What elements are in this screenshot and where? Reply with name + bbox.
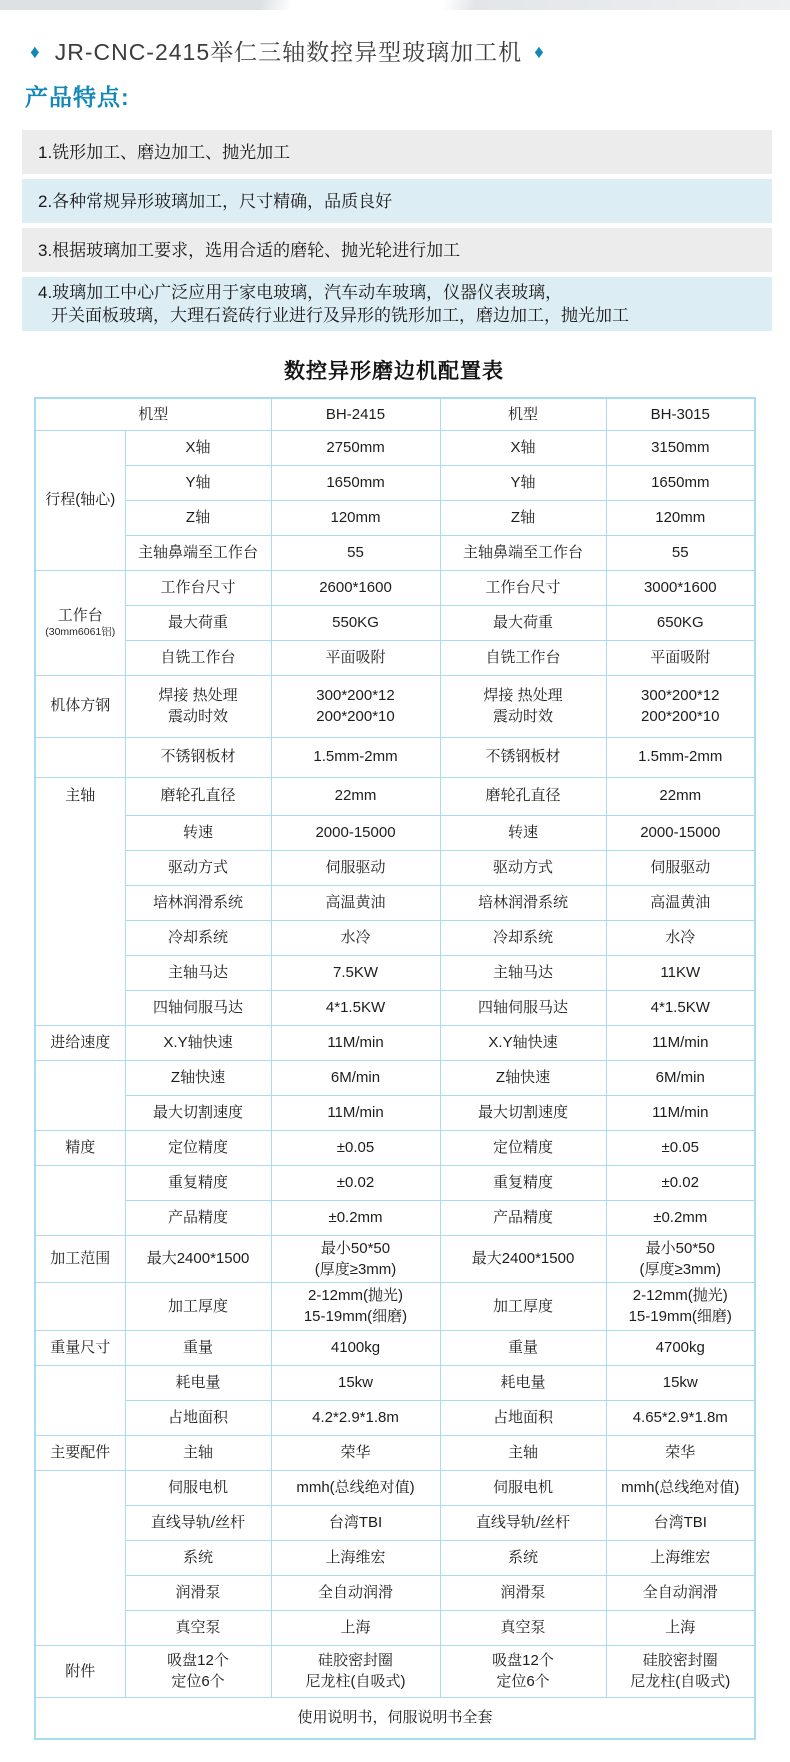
spec-name-cell: 转速: [440, 815, 606, 850]
group-label-cell: [35, 1470, 125, 1645]
spec-value-cell-model1: 荣华: [271, 1435, 440, 1470]
spec-value-cell-model1: ±0.2mm: [271, 1200, 440, 1235]
header-model-2: BH-3015: [606, 398, 755, 430]
spec-name-cell: 伺服电机: [125, 1470, 271, 1505]
spec-name-cell: 最大荷重: [440, 605, 606, 640]
spec-value-cell-model2: 高温黄油: [606, 885, 755, 920]
spec-value-cell-model2: ±0.2mm: [606, 1200, 755, 1235]
spec-name-cell: 主轴马达: [440, 955, 606, 990]
spec-value-cell-model2: 55: [606, 535, 755, 570]
spec-name-cell: 重复精度: [125, 1165, 271, 1200]
spec-name-cell: Z轴快速: [440, 1060, 606, 1095]
feature-list: [0, 130, 790, 331]
spec-value-cell-model1: 伺服驱动: [271, 850, 440, 885]
spec-name-cell: 最大2400*1500: [125, 1235, 271, 1283]
spec-value-cell-model1: ±0.05: [271, 1130, 440, 1165]
spec-value-cell-model1: 6M/min: [271, 1060, 440, 1095]
spec-name-cell: Z轴: [125, 500, 271, 535]
spec-value-cell-model2: 11M/min: [606, 1025, 755, 1060]
spec-value-cell-model1: 11M/min: [271, 1025, 440, 1060]
spec-value-cell-model2: 荣华: [606, 1435, 755, 1470]
spec-value-cell-model2: 上海维宏: [606, 1540, 755, 1575]
spec-name-cell: 主轴鼻端至工作台: [440, 535, 606, 570]
page-title-text: JR-CNC-2415举仁三轴数控异型玻璃加工机: [54, 39, 523, 65]
spec-name-cell: X.Y轴快速: [440, 1025, 606, 1060]
spec-value-cell-model2: 3150mm: [606, 430, 755, 465]
group-label-cell: [35, 737, 125, 777]
spec-value-cell-model2: 6M/min: [606, 1060, 755, 1095]
spec-value-cell-model1: 上海维宏: [271, 1540, 440, 1575]
header-model-1: BH-2415: [271, 398, 440, 430]
spec-name-cell: 定位精度: [125, 1130, 271, 1165]
spec-name-cell: 最大切割速度: [125, 1095, 271, 1130]
spec-value-cell-model1: 上海: [271, 1610, 440, 1645]
spec-value-cell-model1: 300*200*12 200*200*10: [271, 675, 440, 737]
feature-item-4: 4.玻璃加工中心广泛应用于家电玻璃，汽车动车玻璃，仪器仪表玻璃， 开关面板玻璃，大理石瓷砖行业进行及异形的铣形加工，磨边加工，抛光加工: [22, 277, 772, 331]
spec-value-cell-model2: 4.65*2.9*1.8m: [606, 1400, 755, 1435]
spec-name-cell: 系统: [440, 1540, 606, 1575]
group-label-cell: 进给速度: [35, 1025, 125, 1060]
page-content: [0, 10, 790, 1762]
table-title: 数控异形磨边机配置表: [284, 360, 504, 383]
spec-value-cell-model2: 1.5mm-2mm: [606, 737, 755, 777]
spec-table: [34, 397, 756, 1740]
spec-name-cell: 冷却系统: [125, 920, 271, 955]
group-label-cell: [35, 1060, 125, 1130]
diamond-icon-right: ♦: [534, 42, 545, 63]
spec-name-cell: 最大切割速度: [440, 1095, 606, 1130]
spec-name-cell: 产品精度: [125, 1200, 271, 1235]
spec-name-cell: 最大2400*1500: [440, 1235, 606, 1283]
spec-name-cell: 主轴鼻端至工作台: [125, 535, 271, 570]
spec-name-cell: 占地面积: [125, 1400, 271, 1435]
spec-value-cell-model1: 550KG: [271, 605, 440, 640]
feature-item-3: 3.根据玻璃加工要求，选用合适的磨轮、抛光轮进行加工: [22, 228, 772, 272]
spec-value-cell-model2: ±0.05: [606, 1130, 755, 1165]
spec-name-cell: 加工厚度: [125, 1283, 271, 1331]
spec-value-cell-model1: 4.2*2.9*1.8m: [271, 1400, 440, 1435]
spec-name-cell: Y轴: [125, 465, 271, 500]
spec-value-cell-model1: 台湾TBI: [271, 1505, 440, 1540]
spec-name-cell: X轴: [125, 430, 271, 465]
spec-name-cell: Z轴: [440, 500, 606, 535]
spec-value-cell-model1: 最小50*50 (厚度≥3mm): [271, 1235, 440, 1283]
spec-value-cell-model1: 120mm: [271, 500, 440, 535]
group-label-cell: [35, 1165, 125, 1235]
spec-name-cell: 驱动方式: [125, 850, 271, 885]
spec-name-cell: 重复精度: [440, 1165, 606, 1200]
spec-name-cell: Z轴快速: [125, 1060, 271, 1095]
spec-value-cell-model1: 硅胶密封圈 尼龙柱(自吸式): [271, 1645, 440, 1697]
group-label-cell: 重量尺寸: [35, 1330, 125, 1365]
spec-value-cell-model1: 11M/min: [271, 1095, 440, 1130]
group-label-cell: 主轴: [35, 777, 125, 1025]
spec-value-cell-model2: 650KG: [606, 605, 755, 640]
spec-name-cell: 真空泵: [125, 1610, 271, 1645]
feature-item-2: 2.各种常规异形玻璃加工，尺寸精确，品质良好: [22, 179, 772, 223]
spec-value-cell-model1: 2750mm: [271, 430, 440, 465]
spec-name-cell: 不锈钢板材: [440, 737, 606, 777]
spec-name-cell: 培林润滑系统: [125, 885, 271, 920]
spec-name-cell: 耗电量: [125, 1365, 271, 1400]
spec-name-cell: 磨轮孔直径: [125, 777, 271, 815]
spec-name-cell: 四轴伺服马达: [125, 990, 271, 1025]
spec-value-cell-model2: 台湾TBI: [606, 1505, 755, 1540]
spec-value-cell-model1: 水冷: [271, 920, 440, 955]
header-model-label-1: 机型: [35, 398, 271, 430]
spec-value-cell-model1: 4100kg: [271, 1330, 440, 1365]
spec-name-cell: 转速: [125, 815, 271, 850]
spec-name-cell: 定位精度: [440, 1130, 606, 1165]
spec-value-cell-model2: 硅胶密封圈 尼龙柱(自吸式): [606, 1645, 755, 1697]
spec-name-cell: 伺服电机: [440, 1470, 606, 1505]
page-title: [30, 34, 790, 67]
spec-value-cell-model1: 2-12mm(抛光) 15-19mm(细磨): [271, 1283, 440, 1331]
spec-value-cell-model2: 最小50*50 (厚度≥3mm): [606, 1235, 755, 1283]
group-label-cell: [35, 1365, 125, 1435]
spec-value-cell-model2: 2000-15000: [606, 815, 755, 850]
spec-name-cell: 吸盘12个 定位6个: [440, 1645, 606, 1697]
spec-value-cell-model1: 全自动润滑: [271, 1575, 440, 1610]
spec-value-cell-model2: 11M/min: [606, 1095, 755, 1130]
spec-name-cell: 自铣工作台: [125, 640, 271, 675]
spec-value-cell-model1: 4*1.5KW: [271, 990, 440, 1025]
spec-name-cell: 培林润滑系统: [440, 885, 606, 920]
spec-value-cell-model2: 水冷: [606, 920, 755, 955]
spec-value-cell-model2: 4*1.5KW: [606, 990, 755, 1025]
spec-name-cell: 产品精度: [440, 1200, 606, 1235]
spec-name-cell: 磨轮孔直径: [440, 777, 606, 815]
group-label-cell: 行程(轴心): [35, 430, 125, 570]
group-label-cell: 精度: [35, 1130, 125, 1165]
group-label-cell: 附件: [35, 1645, 125, 1697]
spec-name-cell: 自铣工作台: [440, 640, 606, 675]
spec-value-cell-model2: 伺服驱动: [606, 850, 755, 885]
spec-value-cell-model1: 22mm: [271, 777, 440, 815]
spec-name-cell: 润滑泵: [125, 1575, 271, 1610]
spec-value-cell-model2: 4700kg: [606, 1330, 755, 1365]
spec-value-cell-model1: 15kw: [271, 1365, 440, 1400]
table-footer-cell: 使用说明书，伺服说明书全套: [35, 1697, 755, 1739]
diamond-icon-left: ♦: [30, 42, 41, 63]
spec-value-cell-model2: 15kw: [606, 1365, 755, 1400]
spec-name-cell: 冷却系统: [440, 920, 606, 955]
group-label-cell: 加工范围: [35, 1235, 125, 1283]
spec-value-cell-model1: ±0.02: [271, 1165, 440, 1200]
spec-name-cell: 最大荷重: [125, 605, 271, 640]
spec-value-cell-model1: 1650mm: [271, 465, 440, 500]
spec-name-cell: X.Y轴快速: [125, 1025, 271, 1060]
spec-name-cell: 重量: [440, 1330, 606, 1365]
spec-value-cell-model2: 2-12mm(抛光) 15-19mm(细磨): [606, 1283, 755, 1331]
spec-name-cell: 重量: [125, 1330, 271, 1365]
spec-name-cell: 耗电量: [440, 1365, 606, 1400]
spec-name-cell: 润滑泵: [440, 1575, 606, 1610]
feature-item-1: 1.铣形加工、磨边加工、抛光加工: [22, 130, 772, 174]
group-label-cell: 工作台 (30mm6061铝): [35, 570, 125, 675]
spec-value-cell-model1: 55: [271, 535, 440, 570]
spec-value-cell-model2: 上海: [606, 1610, 755, 1645]
spec-name-cell: 主轴: [125, 1435, 271, 1470]
bottom-spacer: [0, 1740, 790, 1762]
spec-value-cell-model2: mmh(总线绝对值): [606, 1470, 755, 1505]
spec-name-cell: 吸盘12个 定位6个: [125, 1645, 271, 1697]
spec-value-cell-model2: 3000*1600: [606, 570, 755, 605]
section-label: 产品特点:: [25, 84, 130, 110]
spec-name-cell: 工作台尺寸: [125, 570, 271, 605]
top-decor-strip: [0, 0, 790, 10]
spec-name-cell: 焊接 热处理 震动时效: [440, 675, 606, 737]
spec-name-cell: 主轴马达: [125, 955, 271, 990]
spec-name-cell: 直线导轨/丝杆: [440, 1505, 606, 1540]
spec-value-cell-model2: 11KW: [606, 955, 755, 990]
spec-value-cell-model2: 120mm: [606, 500, 755, 535]
spec-name-cell: 不锈钢板材: [125, 737, 271, 777]
header-model-label-2: 机型: [440, 398, 606, 430]
spec-value-cell-model2: 全自动润滑: [606, 1575, 755, 1610]
spec-name-cell: 系统: [125, 1540, 271, 1575]
spec-name-cell: 加工厚度: [440, 1283, 606, 1331]
group-label-cell: 主要配件: [35, 1435, 125, 1470]
spec-value-cell-model1: 高温黄油: [271, 885, 440, 920]
group-label-cell: [35, 1283, 125, 1331]
spec-name-cell: 驱动方式: [440, 850, 606, 885]
spec-value-cell-model1: 2000-15000: [271, 815, 440, 850]
spec-name-cell: 真空泵: [440, 1610, 606, 1645]
spec-value-cell-model2: 1650mm: [606, 465, 755, 500]
spec-value-cell-model1: 7.5KW: [271, 955, 440, 990]
spec-name-cell: 焊接 热处理 震动时效: [125, 675, 271, 737]
spec-value-cell-model1: 2600*1600: [271, 570, 440, 605]
spec-value-cell-model1: 1.5mm-2mm: [271, 737, 440, 777]
spec-value-cell-model1: 平面吸附: [271, 640, 440, 675]
group-label-cell: 机体方钢: [35, 675, 125, 737]
spec-name-cell: 占地面积: [440, 1400, 606, 1435]
spec-value-cell-model2: 22mm: [606, 777, 755, 815]
spec-value-cell-model1: mmh(总线绝对值): [271, 1470, 440, 1505]
spec-name-cell: 工作台尺寸: [440, 570, 606, 605]
spec-name-cell: 直线导轨/丝杆: [125, 1505, 271, 1540]
spec-value-cell-model2: 平面吸附: [606, 640, 755, 675]
spec-name-cell: 主轴: [440, 1435, 606, 1470]
spec-name-cell: X轴: [440, 430, 606, 465]
spec-name-cell: 四轴伺服马达: [440, 990, 606, 1025]
spec-value-cell-model2: 300*200*12 200*200*10: [606, 675, 755, 737]
spec-name-cell: Y轴: [440, 465, 606, 500]
spec-value-cell-model2: ±0.02: [606, 1165, 755, 1200]
